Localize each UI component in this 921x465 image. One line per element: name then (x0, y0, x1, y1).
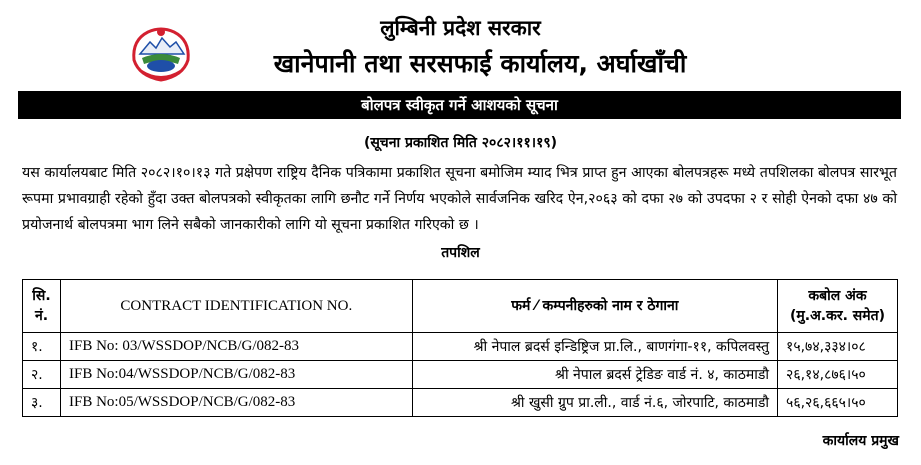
row-contract: IFB No:04/WSSDOP/NCB/G/082-83 (60, 361, 412, 389)
table-header-row (23, 280, 898, 333)
publication-date: (सूचना प्रकाशित मिति २०८२।११।१९) (363, 135, 558, 151)
notice-title: बोलपत्र स्वीकृत गर्ने आशयको सूचना (18, 91, 901, 119)
row-amount: ५६,२६,६६५।५० (778, 389, 898, 417)
table-row (23, 333, 898, 361)
table-row (23, 361, 898, 389)
header-amount (778, 280, 898, 333)
row-firm: श्री खुसी ग्रुप प्रा.ली., वार्ड नं.६, जोरपाटि, काठमाडौ (412, 389, 777, 417)
row-contract: IFB No: 03/WSSDOP/NCB/G/082-83 (60, 333, 412, 361)
table-row (23, 389, 898, 417)
header-contract: CONTRACT IDENTIFICATION NO. (60, 280, 412, 333)
notice-body: यस कार्यालयबाट मिति २०८२।१०।१३ गते प्रक्षेपण राष्ट्रिय दैनिक पत्रिकामा प्रकाशित सूचना बमोजिम म्याद भित्र प्राप्त हुन आएका बोलपत्रहरू मध्ये तपशिलका बोलपत्र सारभूत रूपमा प्रभावग्राही रहेको हुँदा उक्त बोलपत्रको स्वीकृतका लागि छनौट गर्ने निर्णय भएकोले सार्वजनिक खरिद ऐन,२०६३ को दफा २७ को उपदफा २ र सोही ऐनको दफा ४७ को प्रयोजनार्थ बोलपत्रमा भाग लिने सबैको जानकारीको लागि यो सूचना प्रकाशित गरिएको छ । (22, 165, 897, 233)
row-sn: २. (23, 361, 61, 389)
bid-table (22, 279, 898, 417)
row-firm: श्री नेपाल ब्रदर्स ट्रेडिङ वार्ड नं. ४, काठमाडौ (412, 361, 777, 389)
row-amount: १५,७४,३३४।०८ (778, 333, 898, 361)
schedule-label: तपशिल (441, 245, 480, 261)
row-sn: ३. (23, 389, 61, 417)
header-firm: फर्म ⁄ कम्पनीहरुको नाम र ठेगाना (412, 280, 777, 333)
row-sn: १. (23, 333, 61, 361)
header-sn: सि. नं. (23, 280, 61, 333)
header-amount-line1: कबोल अंक (808, 288, 867, 304)
government-name: लुम्बिनी प्रदेश सरकार (380, 16, 541, 40)
office-name: खानेपानी तथा सरसफाई कार्यालय, अर्घाखाँची (273, 49, 687, 78)
signatory-title: कार्यालय प्रमुख (822, 433, 899, 449)
row-firm: श्री नेपाल ब्रदर्स इन्डिष्ट्रिज प्रा.लि., बाणगंगा-११, कपिलवस्तु (412, 333, 777, 361)
row-amount: २६,१४,८७६।५० (778, 361, 898, 389)
header-amount-line2: (मु.अ.कर. समेत) (790, 308, 886, 324)
row-contract: IFB No:05/WSSDOP/NCB/G/082-83 (60, 389, 412, 417)
